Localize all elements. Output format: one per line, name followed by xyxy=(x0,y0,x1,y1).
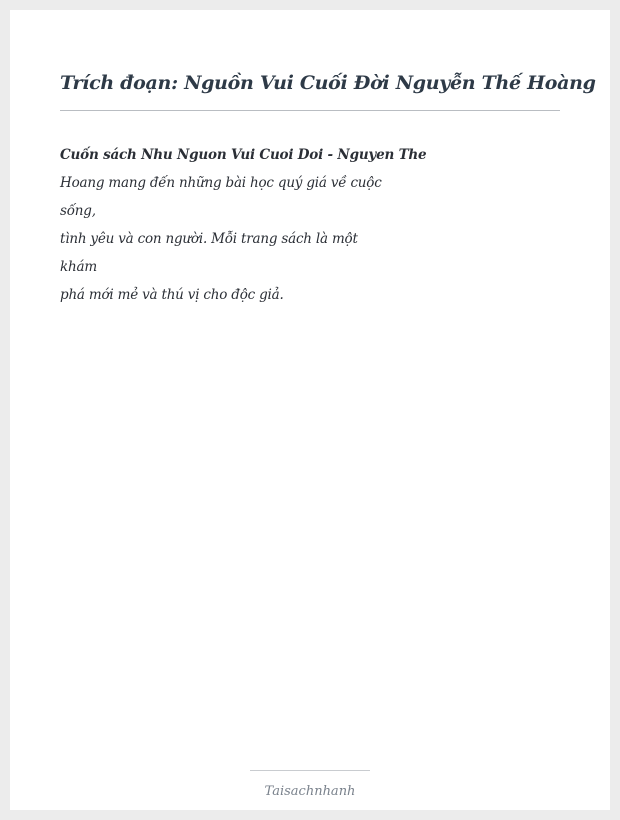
excerpt-line: tình yêu và con người. Mỗi trang sách là một xyxy=(60,231,358,247)
document-page xyxy=(10,10,610,810)
excerpt-line: Hoang mang đến những bài học quý giá về cuộc xyxy=(60,175,382,191)
title-divider xyxy=(60,110,560,111)
footer-divider xyxy=(250,770,370,771)
excerpt-line: sống, xyxy=(60,203,96,219)
excerpt-paragraph xyxy=(60,141,427,309)
excerpt-line: Cuốn sách Nhu Nguon Vui Cuoi Doi - Nguyen The xyxy=(60,147,427,163)
excerpt-line: khám xyxy=(60,259,97,275)
page-title: Trích đoạn: Nguồn Vui Cuối Đời Nguyễn Thế Hoàng xyxy=(60,72,596,94)
footer-source: Taisachnhanh xyxy=(264,784,356,799)
excerpt-line: phá mới mẻ và thú vị cho độc giả. xyxy=(60,287,284,303)
